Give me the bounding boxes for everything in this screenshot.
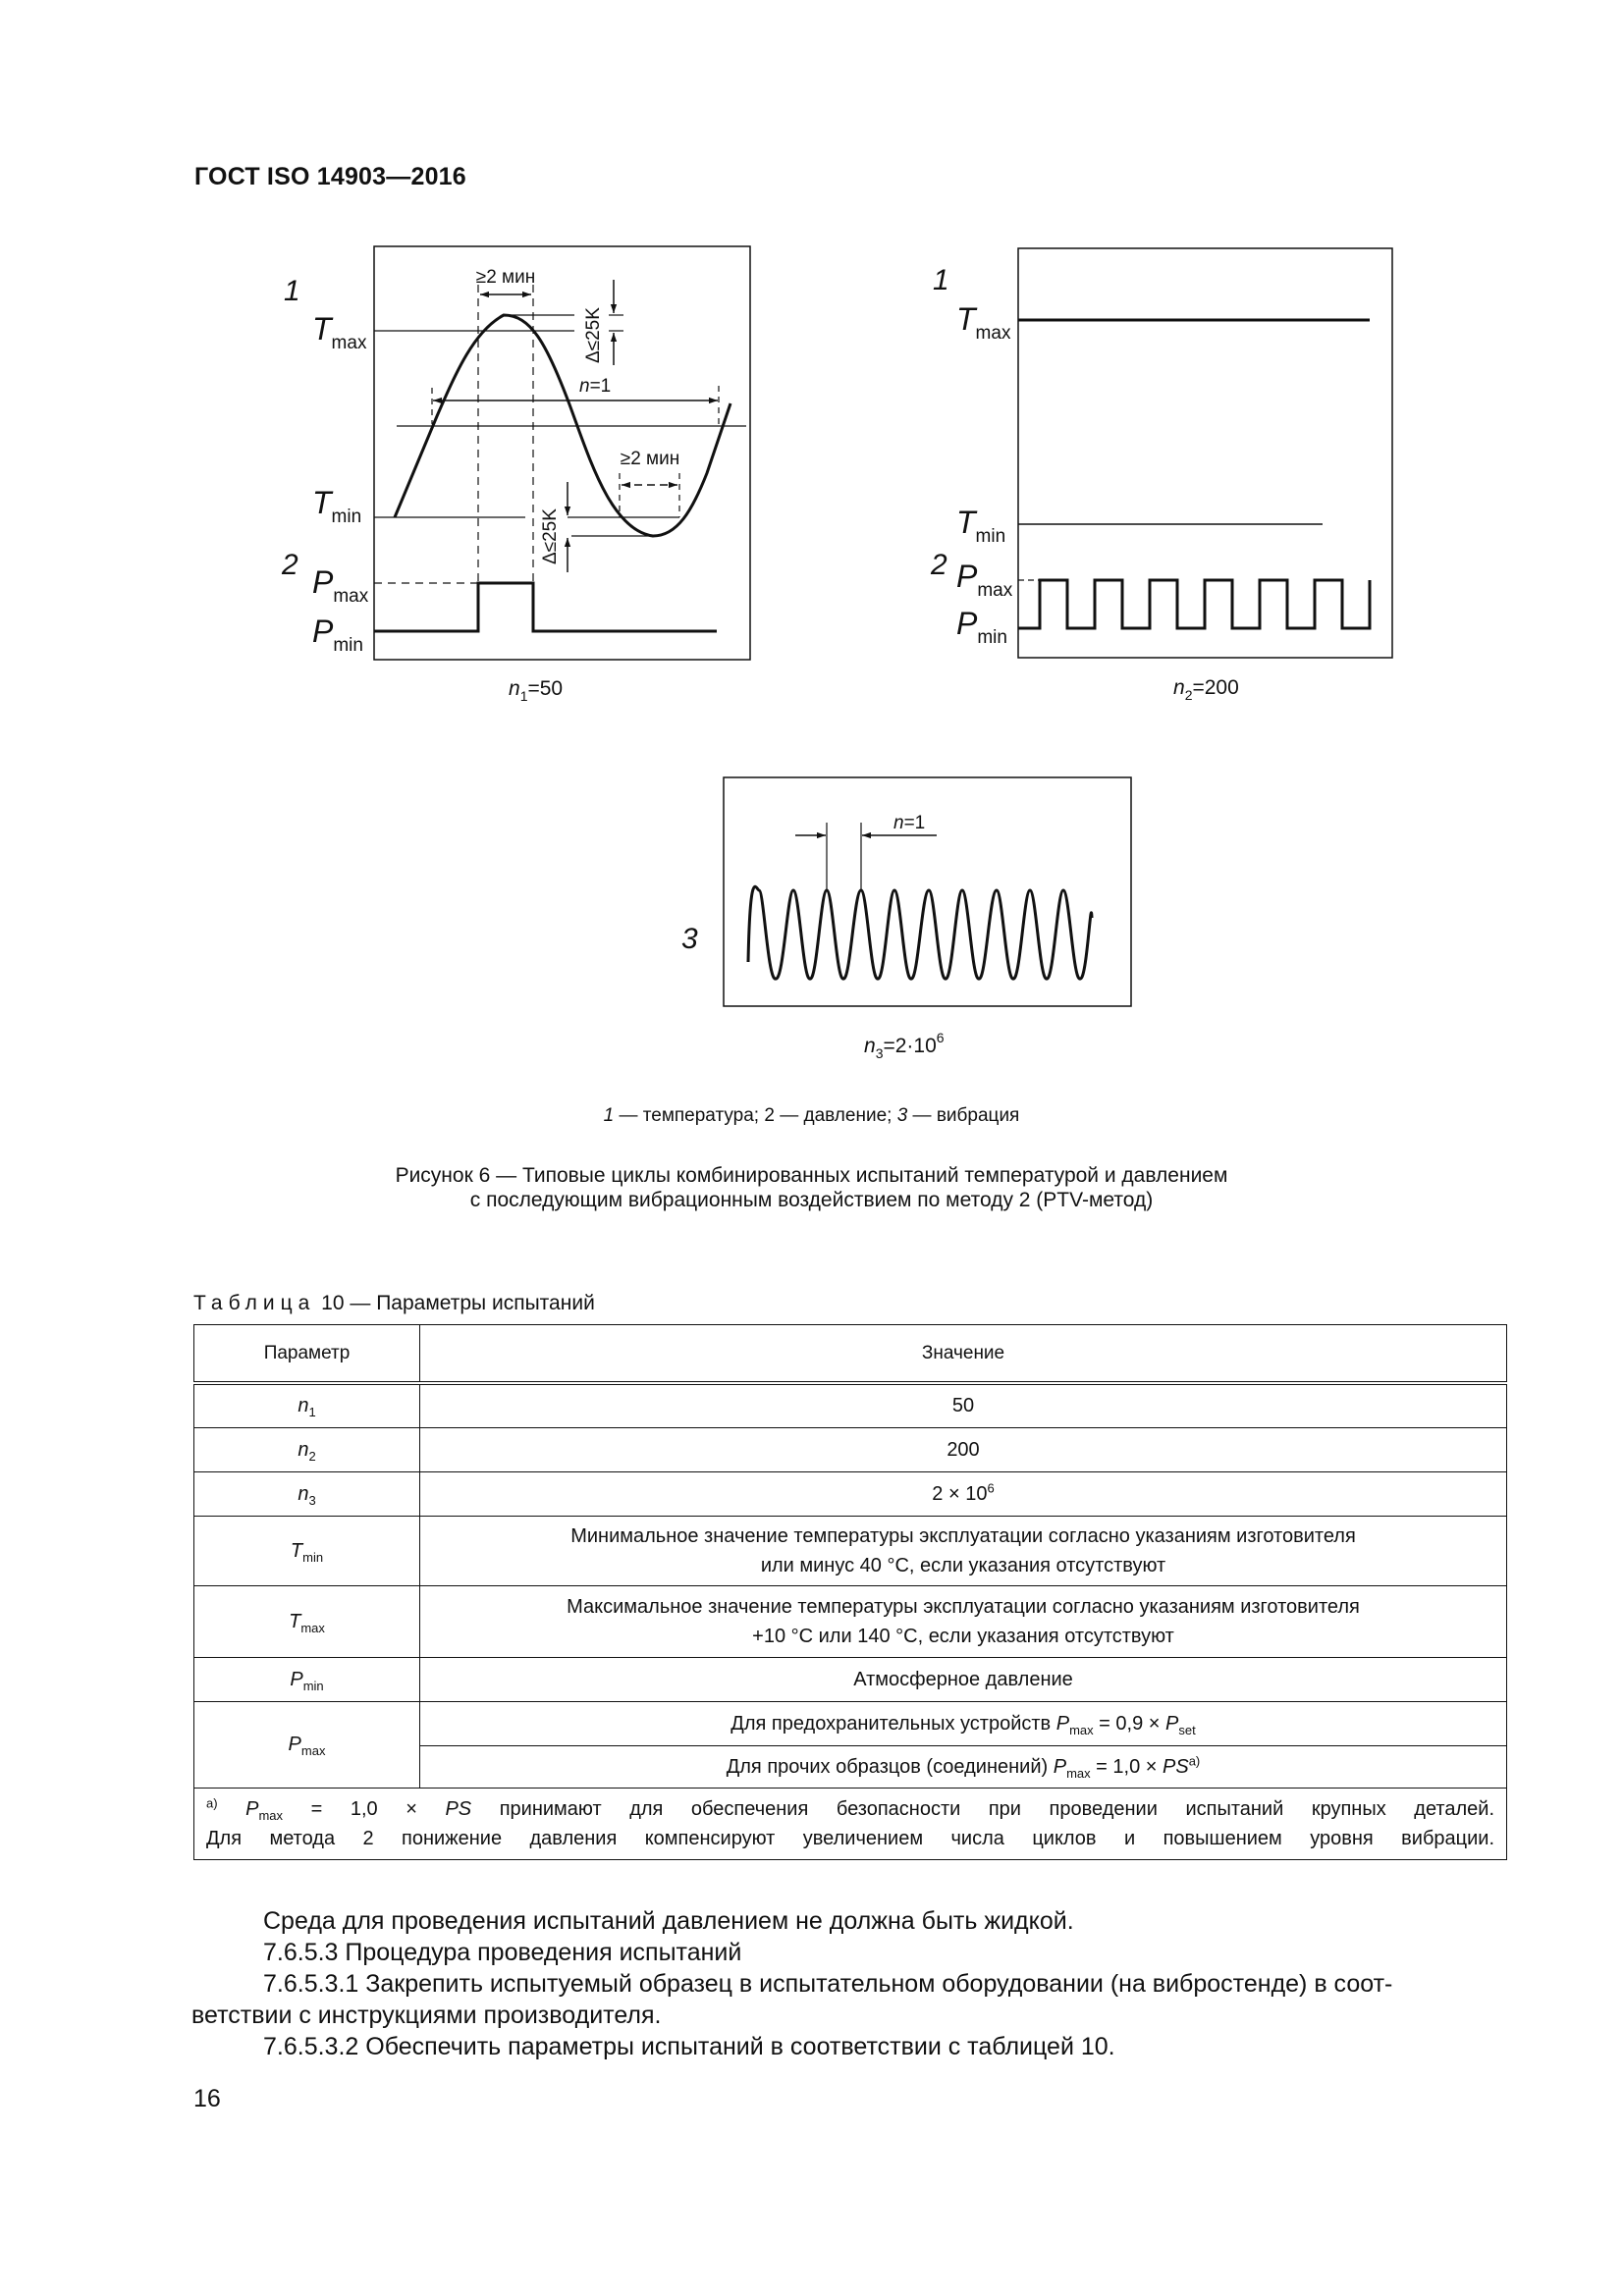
header-param: Параметр — [194, 1325, 420, 1384]
table-title: Таблица 10 — Параметры испытаний — [193, 1292, 595, 1314]
param-cell: $T_{max}$ — [194, 1585, 420, 1657]
param-cell: $n_3$ — [194, 1471, 420, 1516]
figure-caption-line-1: Рисунок 6 — Типовые циклы комбинированных испытаний температурой и давлением — [395, 1164, 1228, 1187]
table-row — [194, 1427, 1507, 1471]
series-label-3: 3 — [681, 923, 698, 955]
panel-constant-temperature-pressure-pulses — [930, 248, 1392, 703]
pmin-label: $P_{min}$ — [312, 614, 363, 656]
page-number: 16 — [193, 2085, 221, 2112]
tmax-label: $T_{max}$ — [956, 301, 1011, 344]
series-label-1: 1 — [284, 275, 300, 307]
table-row — [194, 1657, 1507, 1701]
paragraph-7-6-5-3-1-line-2: ветствии с инструкциями производителя. — [191, 2002, 662, 2029]
paragraph-7-6-5-3-2: 7.6.5.3.2 Обеспечить параметры испытаний в соответствии с таблицей 10. — [263, 2033, 1115, 2060]
figure-6 — [0, 0, 1623, 1080]
value-cell: Максимальное значение температуры эксплуатации согласно указаниям изготовителя +10 °C или 140 °C, если указания отсутствуют — [420, 1585, 1507, 1657]
tmin-label: $T_{min}$ — [956, 505, 1006, 547]
table-row — [194, 1585, 1507, 1657]
table-footnote-row — [194, 1788, 1507, 1859]
document-header: ГОСТ ISO 14903—2016 — [194, 163, 466, 190]
param-cell: $T_{min}$ — [194, 1516, 420, 1585]
delta-bottom-label: Δ≤25K — [540, 508, 561, 564]
paragraph-7-6-5-3-1-line-1: 7.6.5.3.1 Закрепить испытуемый образец в испытательном оборудовании (на вибростенде) в соот- — [263, 1970, 1393, 1998]
table-header-row — [194, 1325, 1507, 1384]
param-cell: $P_{min}$ — [194, 1657, 420, 1701]
paragraph-medium: Среда для проведения испытаний давлением не должна быть жидкой. — [263, 1907, 1074, 1935]
cycle-label-vibration: n=1 — [893, 813, 926, 833]
value-cell: Атмосферное давление — [420, 1657, 1507, 1701]
figure-legend: 1 — температура; 2 — давление; 3 — вибрация — [603, 1105, 1020, 1126]
value-cell: 200 — [420, 1427, 1507, 1471]
tmax-label: $T_{max}$ — [312, 311, 367, 353]
panel-left-frame — [374, 246, 750, 660]
parameters-table — [193, 1324, 1507, 1860]
panel-vibration — [681, 777, 1131, 1061]
delta-top-label: Δ≤25K — [583, 307, 604, 363]
series-label-1: 1 — [933, 264, 949, 296]
table-row — [194, 1383, 1507, 1427]
series-label-2: 2 — [282, 549, 298, 581]
param-cell: $n_2$ — [194, 1427, 420, 1471]
table-row — [194, 1471, 1507, 1516]
section-heading-7-6-5-3: 7.6.5.3 Процедура проведения испытаний — [263, 1939, 742, 1966]
dwell-bottom-label: ≥2 мин — [620, 449, 680, 469]
n3-count-label: $n_3=2\cdot 10^6$ — [864, 1030, 945, 1061]
value-cell-other-samples: Для прочих образцов (соединений) $P_{max} = 1,0 \times PS^{a)}$ — [420, 1745, 1507, 1788]
n1-count-label: $n_1=50$ — [509, 677, 564, 704]
pmin-label: $P_{min}$ — [956, 606, 1007, 648]
pmax-label: $P_{max}$ — [312, 564, 369, 607]
dwell-top-label: ≥2 мин — [475, 267, 536, 288]
figure-caption-line-2: с последующим вибрационным воздействием по методу 2 (PTV-метод) — [469, 1189, 1154, 1211]
cycle-label-left: n=1 — [579, 376, 612, 397]
table-row — [194, 1701, 1507, 1745]
tmin-label: $T_{min}$ — [312, 485, 362, 527]
header-value: Значение — [420, 1325, 1507, 1384]
pmax-label: $P_{max}$ — [956, 559, 1013, 601]
value-cell-safety-devices: Для предохранительных устройств $P_{max} = 0,9 \times P_{set}$ — [420, 1701, 1507, 1745]
value-cell: Минимальное значение температуры эксплуатации согласно указаниям изготовителя или минус 40 °C, если указания отсутствуют — [420, 1516, 1507, 1585]
n2-count-label: $n_2=200$ — [1173, 676, 1239, 703]
value-cell: 50 — [420, 1383, 1507, 1427]
series-label-2: 2 — [931, 549, 947, 581]
panel-temperature-pressure-cycle — [281, 246, 750, 704]
param-cell: $P_{max}$ — [194, 1701, 420, 1788]
table-footnote: $^{a)}$ $P_{max} = 1,0$ × PS принимают для обеспечения безопасности при проведении испытаний крупных деталей. Для метода 2 понижение давления компенсируют увеличением числа циклов и повышением уровня вибрации. — [194, 1788, 1507, 1859]
table-row — [194, 1516, 1507, 1585]
param-cell: $n_1$ — [194, 1383, 420, 1427]
value-cell: $2 \times 10^6$ — [420, 1471, 1507, 1516]
